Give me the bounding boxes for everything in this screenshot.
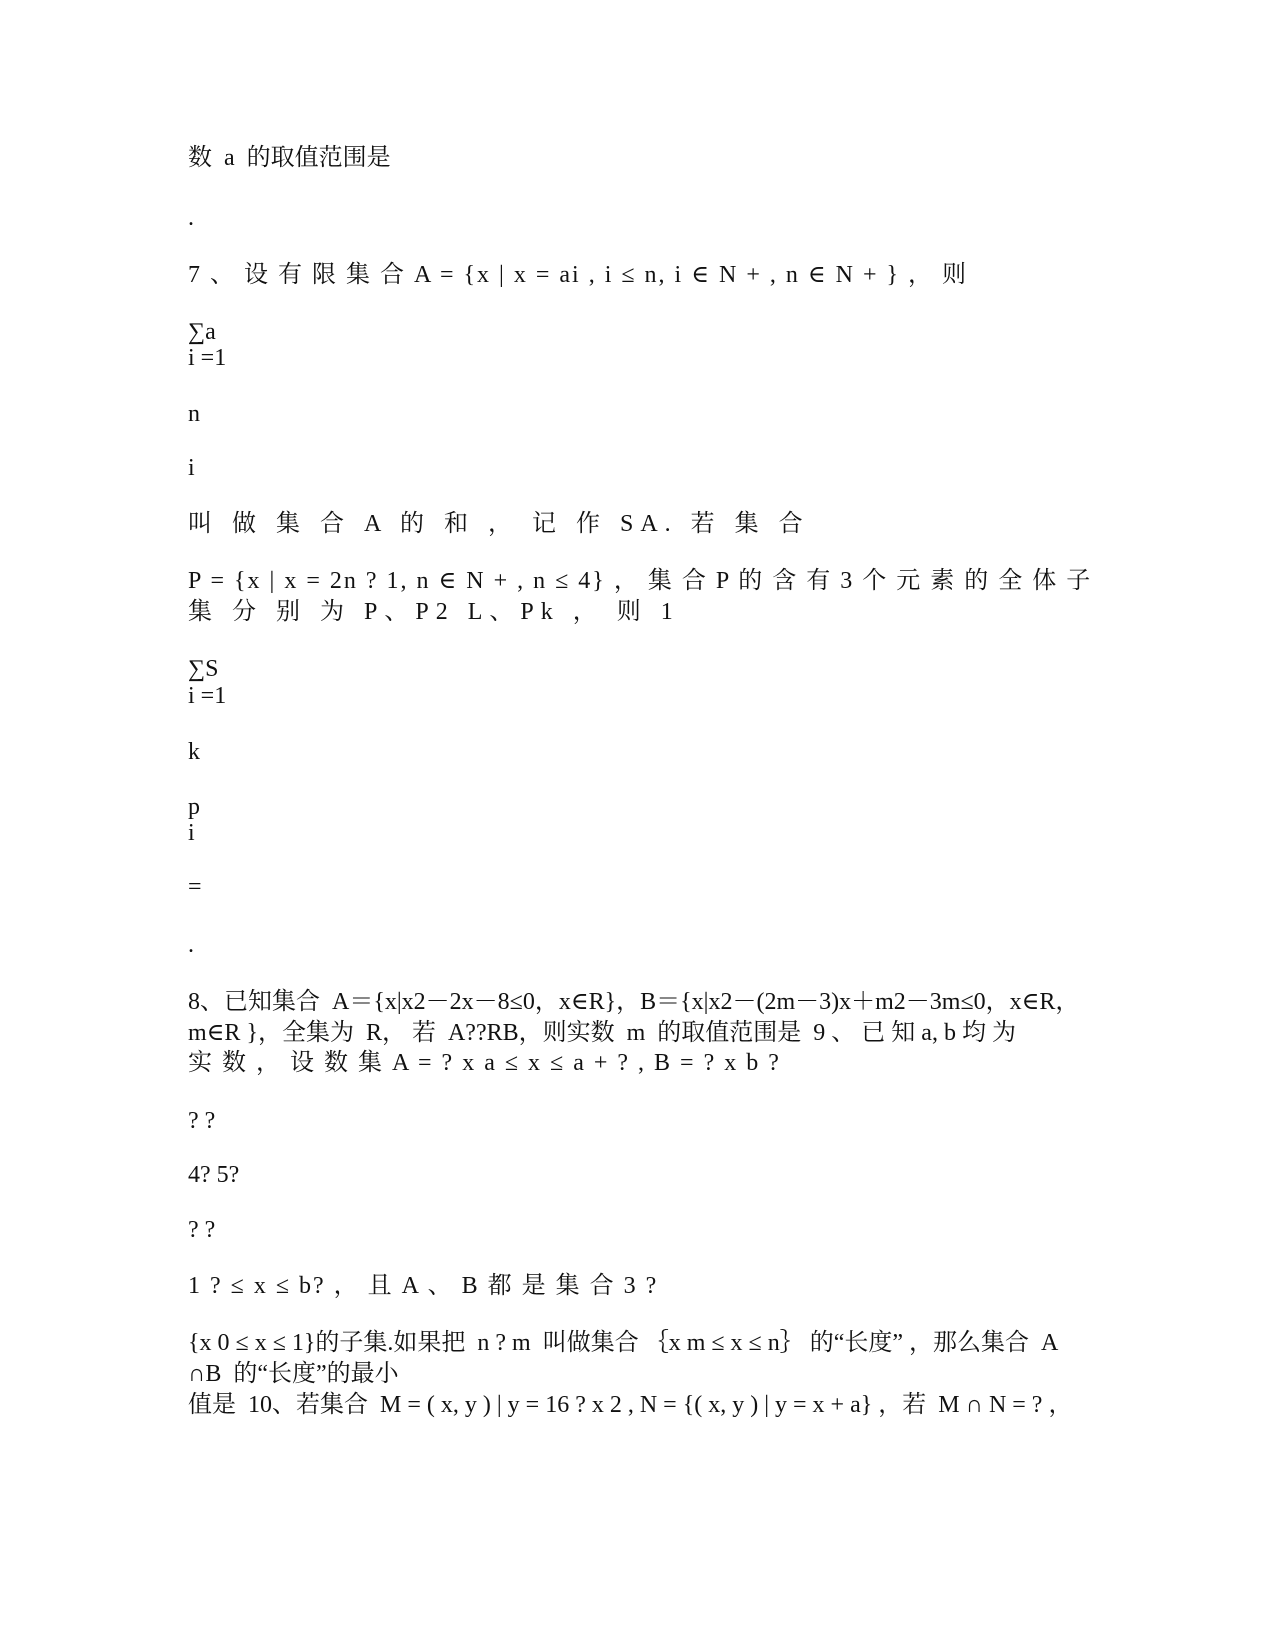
sum-subscript-line: i bbox=[188, 820, 195, 846]
text-line: 1 ? ≤ x ≤ b? ， 且 A 、 B 都 是 集 合 3 ? bbox=[188, 1273, 659, 1299]
question-9-line: m∈R }，全集为 R， 若 A??RB，则实数 m 的取值范围是 9 、 已 知 a, b 均 为 bbox=[188, 1020, 1016, 1046]
text-line: 叫 做 集 合 A 的 和 ， 记 作 SA. 若 集 合 bbox=[188, 511, 810, 537]
sum-upper-limit-line: k bbox=[188, 739, 200, 765]
text-line: ? ? bbox=[188, 1108, 216, 1134]
sum-upper-limit-line: n bbox=[188, 401, 200, 427]
question-7-line: 7 、 设 有 限 集 合 A = {x | x = ai , i ≤ n, i ∈ N + , n ∈ N + } ， 则 bbox=[188, 262, 969, 288]
text-line: ∩B 的“长度”的最小 bbox=[188, 1361, 399, 1387]
sum-symbol-line: ∑a bbox=[188, 319, 216, 345]
sum-index-line: i =1 bbox=[188, 345, 227, 371]
question-8-line: 8、已知集合 A＝{x|x2－2x－8≤0，x∈R}，B＝{x|x2－(2m－3)x＋m2－3m≤0，x∈R， bbox=[188, 989, 1080, 1015]
text-line: 实 数 ， 设 数 集 A = ? x a ≤ x ≤ a + ? , B = ? x b ? bbox=[188, 1050, 781, 1076]
text-line: p bbox=[188, 794, 200, 820]
text-line: {x 0 ≤ x ≤ 1}的子集.如果把 n ? m 叫做集合 ｛x m ≤ x ≤ n｝ 的“长度” ，那么集合 A bbox=[188, 1330, 1059, 1356]
text-line: 4? 5? bbox=[188, 1162, 240, 1188]
set-p-definition-line: P = {x | x = 2n ? 1, n ∈ N + , n ≤ 4} ， 集 合 P 的 含 有 3 个 元 素 的 全 体 子 bbox=[188, 568, 1093, 594]
question-10-line: 值是 10、若集合 M = ( x, y ) | y = 16 ? x 2 , N = {( x, y ) | y = x + a} ，若 M ∩ N = ? ， bbox=[188, 1392, 1073, 1418]
equals-line: = bbox=[188, 874, 202, 900]
sum-symbol-line: ∑S bbox=[188, 656, 219, 682]
text-line: ? ? bbox=[188, 1217, 216, 1243]
text-line: . bbox=[188, 205, 194, 231]
sum-index-line: i =1 bbox=[188, 683, 227, 709]
text-line: . bbox=[188, 932, 194, 958]
text-line: 集 分 别 为 P、P2 L、Pk ， 则 1 bbox=[188, 599, 680, 625]
sum-subscript-line: i bbox=[188, 455, 195, 481]
text-line: 数 a 的取值范围是 bbox=[188, 145, 391, 171]
